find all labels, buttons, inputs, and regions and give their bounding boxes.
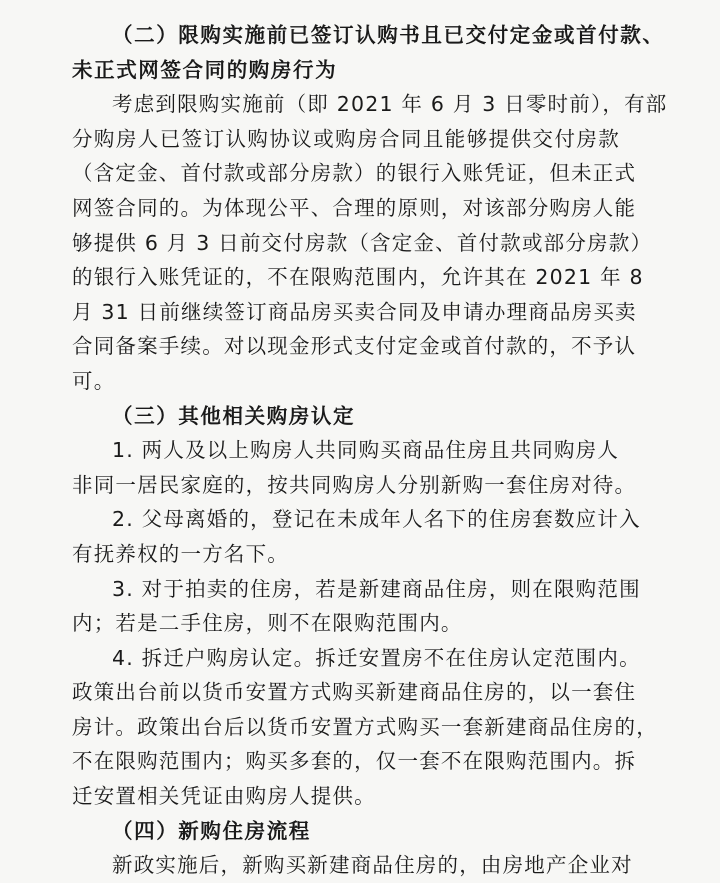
section-2-heading-line-2: 未正式网签合同的购房行为 bbox=[72, 57, 338, 82]
section-3-item-3-line: 3. 对于拍卖的住房，若是新建商品住房，则在限购范围 bbox=[112, 576, 641, 601]
section-2-paragraph-line: 够提供 6 月 3 日前交付房款（含定金、首付款或部分房款） bbox=[72, 230, 653, 255]
section-3-item-4-line: 政策出台前以货币安置方式购买新建商品住房的，以一套住 bbox=[72, 680, 637, 705]
section-2-paragraph-line: 月 31 日前继续签订商品房买卖合同及申请办理商品房买卖 bbox=[72, 299, 637, 324]
section-2-paragraph-line: （含定金、首付款或部分房款）的银行入账凭证，但未正式 bbox=[72, 161, 637, 186]
section-2-paragraph-line: 的银行入账凭证的，不在限购范围内，允许其在 2021 年 8 bbox=[72, 265, 644, 290]
section-3-item-1-line: 非同一居民家庭的，按共同购房人分别新购一套住房对待。 bbox=[72, 472, 637, 497]
section-4-heading: （四）新购住房流程 bbox=[112, 818, 311, 843]
section-2-paragraph-line: 考虑到限购实施前（即 2021 年 6 月 3 日零时前），有部 bbox=[112, 92, 668, 117]
section-3-item-2-line: 有抚养权的一方名下。 bbox=[72, 541, 289, 566]
section-3-heading: （三）其他相关购房认定 bbox=[112, 403, 356, 428]
section-2-paragraph-line: 合同备案手续。对以现金形式支付定金或首付款的，不予认 bbox=[72, 334, 637, 359]
section-2-heading-line-1: （二）限购实施前已签订认购书且已交付定金或首付款、 bbox=[112, 23, 665, 47]
section-3-item-4-line: 不在限购范围内；购买多套的，仅一套不在限购范围内。拆 bbox=[72, 749, 637, 774]
section-2-paragraph-line: 可。 bbox=[72, 368, 116, 393]
section-3-item-4-line: 迁安置相关凭证由购房人提供。 bbox=[72, 784, 376, 809]
section-3-item-2-line: 2. 父母离婚的，登记在未成年人名下的住房套数应计入 bbox=[112, 507, 641, 532]
section-3-item-3-line: 内；若是二手住房，则不在限购范围内。 bbox=[72, 611, 463, 636]
section-2-paragraph-line: 网签合同的。为体现公平、合理的原则，对该部分购房人能 bbox=[72, 195, 637, 220]
section-3-item-1-line: 1. 两人及以上购房人共同购买商品住房且共同购房人 bbox=[112, 438, 620, 463]
section-3-item-4-line: 房计。政策出台后以货币安置方式购买一套新建商品住房的， bbox=[72, 714, 658, 739]
section-3-item-4-line: 4. 拆迁户购房认定。拆迁安置房不在住房认定范围内。 bbox=[112, 645, 641, 670]
section-4-paragraph-line: 新政实施后，新购买新建商品住房的，由房地产企业对 bbox=[112, 853, 633, 878]
section-2-paragraph-line: 分购房人已签订认购协议或购房合同且能够提供交付房款 bbox=[72, 126, 620, 151]
